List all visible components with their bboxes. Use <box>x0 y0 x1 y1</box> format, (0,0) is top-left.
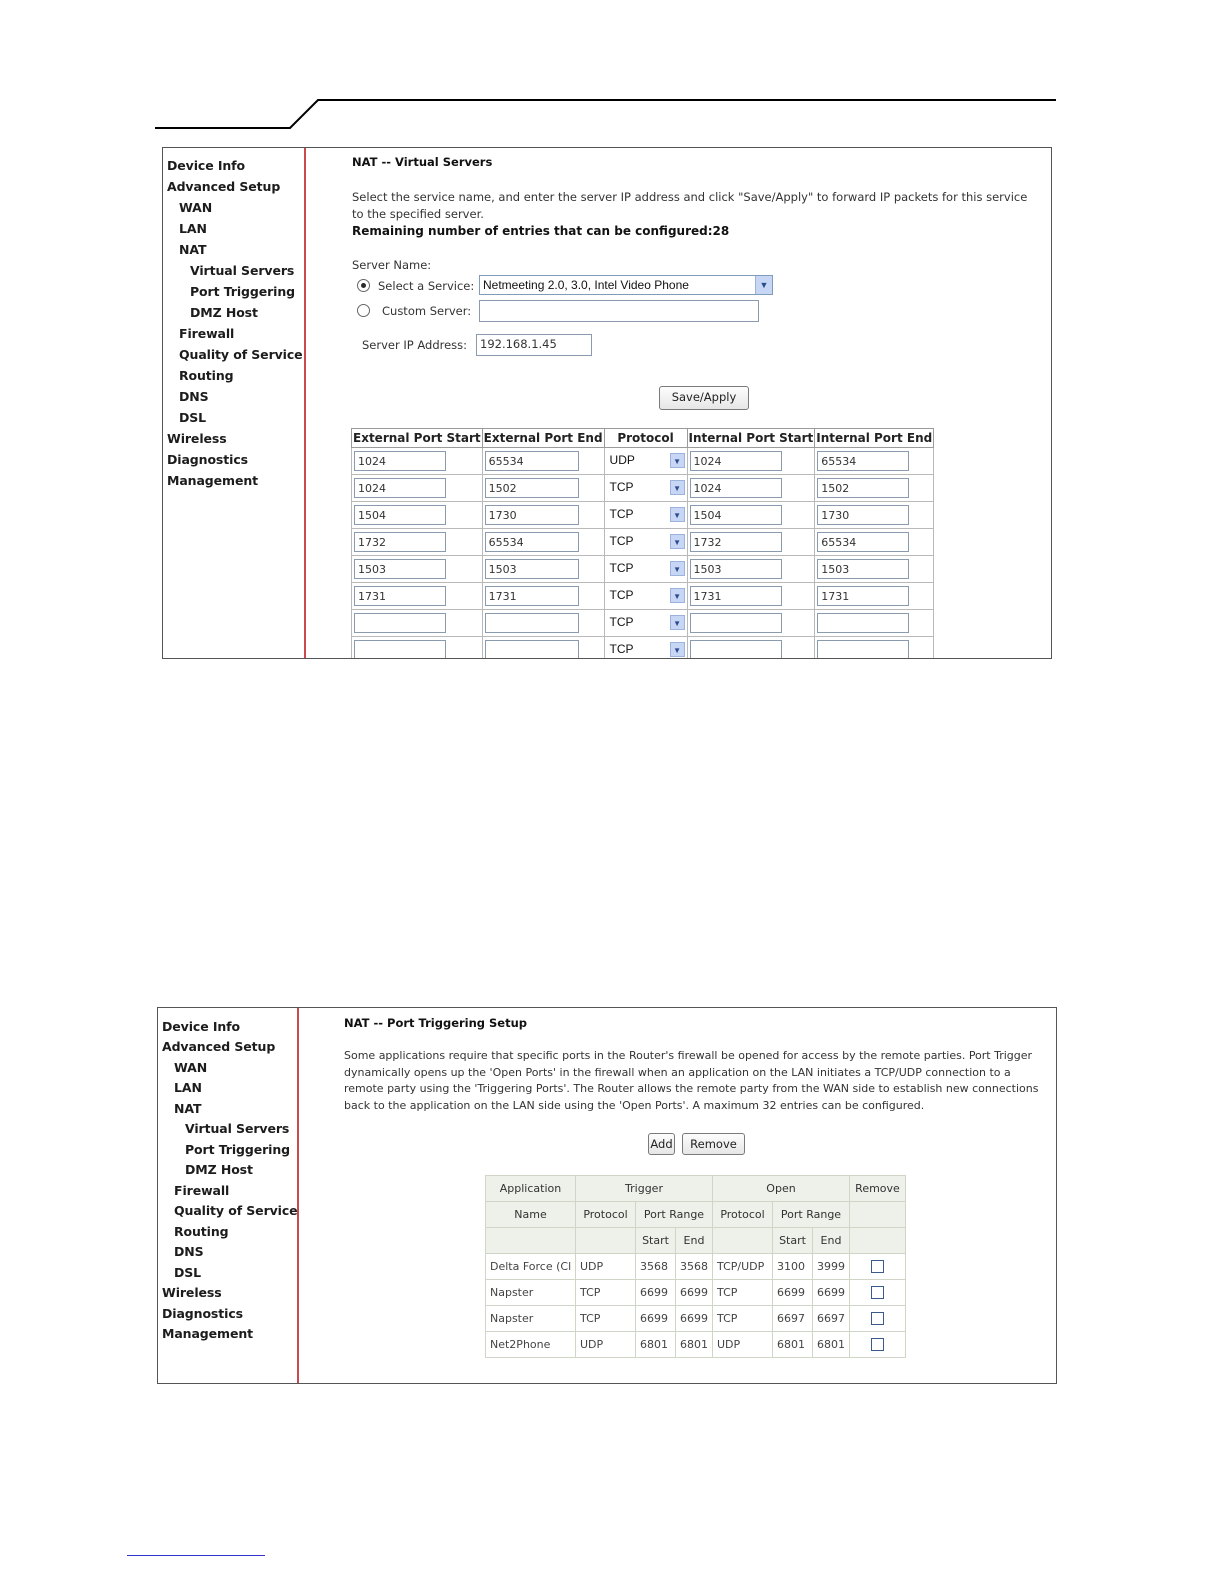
table-cell <box>687 610 815 637</box>
column-header <box>576 1228 636 1254</box>
int-start-input[interactable]: 1732 <box>690 532 782 552</box>
table-row <box>486 1280 906 1306</box>
chevron-down-icon: ▼ <box>670 534 685 549</box>
page-header-rule <box>0 0 1225 140</box>
protocol-select[interactable] <box>607 532 685 552</box>
table-cell <box>352 502 483 529</box>
column-header: External Port End <box>482 429 604 448</box>
table-cell-o-proto: UDP <box>713 1332 773 1358</box>
table-cell-name: Delta Force (Cl <box>486 1254 576 1280</box>
table-cell <box>815 475 934 502</box>
table-cell <box>604 583 687 610</box>
sidebar-item-firewall[interactable]: Firewall <box>174 1183 230 1198</box>
sidebar-item-management[interactable]: Management <box>167 473 259 488</box>
int-end-input[interactable] <box>817 613 909 633</box>
column-header: Protocol <box>713 1202 773 1228</box>
table-row <box>352 502 934 529</box>
int-start-input[interactable] <box>690 640 782 659</box>
server-ip-input[interactable]: 192.168.1.45 <box>476 334 592 356</box>
sidebar-item-dmz-host[interactable]: DMZ Host <box>190 305 258 320</box>
table-cell-name: Napster <box>486 1306 576 1332</box>
table-cell-t-start: 6801 <box>636 1332 676 1358</box>
sidebar-item-port-triggering[interactable]: Port Triggering <box>190 284 296 299</box>
remaining-entries-text: Remaining number of entries that can be configured:28 <box>352 224 730 238</box>
table-row <box>352 475 934 502</box>
remove-button[interactable]: Remove <box>682 1133 745 1155</box>
sidebar-item-quality-of-service[interactable]: Quality of Service <box>174 1203 298 1218</box>
int-start-input[interactable]: 1504 <box>690 505 782 525</box>
protocol-select-value: TCP <box>609 561 634 575</box>
table-row <box>486 1254 906 1280</box>
table-cell-remove <box>850 1254 906 1280</box>
virtual-servers-table <box>351 428 934 659</box>
table-cell-remove <box>850 1306 906 1332</box>
table-cell <box>604 637 687 660</box>
column-header: Name <box>486 1202 576 1228</box>
int-start-input[interactable]: 1503 <box>690 559 782 579</box>
ext-start-input[interactable] <box>354 640 446 659</box>
int-start-input[interactable]: 1731 <box>690 586 782 606</box>
column-header: Open <box>713 1176 850 1202</box>
custom-server-label: Custom Server: <box>382 304 472 318</box>
sidebar-item-advanced-setup[interactable]: Advanced Setup <box>162 1039 276 1054</box>
table-cell <box>815 529 934 556</box>
table-cell <box>352 583 483 610</box>
column-header: Start <box>636 1228 676 1254</box>
sidebar-nav <box>158 1008 299 1383</box>
custom-server-radio[interactable] <box>357 304 370 317</box>
int-start-input[interactable] <box>690 613 782 633</box>
sidebar-item-dns[interactable]: DNS <box>174 1244 204 1259</box>
ext-end-input[interactable]: 1502 <box>485 478 579 498</box>
table-cell <box>482 448 604 475</box>
table-row <box>352 556 934 583</box>
table-cell-t-start: 3568 <box>636 1254 676 1280</box>
column-header: Internal Port Start <box>687 429 815 448</box>
table-cell-t-proto: TCP <box>576 1306 636 1332</box>
ext-end-input[interactable]: 1731 <box>485 586 579 606</box>
int-end-input[interactable]: 65534 <box>817 532 909 552</box>
chevron-down-icon: ▼ <box>755 276 772 294</box>
sidebar-nav <box>163 148 306 658</box>
protocol-select-value: TCP <box>609 480 634 494</box>
server-ip-label: Server IP Address: <box>362 338 468 352</box>
ext-start-input[interactable]: 1503 <box>354 559 446 579</box>
remove-checkbox[interactable] <box>871 1260 884 1273</box>
protocol-select[interactable] <box>607 505 685 525</box>
table-cell <box>687 556 815 583</box>
ext-end-input[interactable]: 1730 <box>485 505 579 525</box>
sidebar-item-wan[interactable]: WAN <box>179 200 213 215</box>
custom-server-input[interactable] <box>479 300 759 322</box>
table-cell <box>815 502 934 529</box>
page-description: Some applications require that specific ports in the Router's firewall be opened for access by the remote parties. Port Trigger dynamically opens up the 'Open Ports' in the firewall when an application on the LAN initiates a TCP/UDP connection to a remote party using the 'Triggering Ports'. The Router allows the remote party from the WAN side to establish new connections back to the application on the LAN side using the 'Open Ports'. A maximum 32 entries can be configured. <box>344 1049 1039 1112</box>
sidebar-item-dsl[interactable]: DSL <box>174 1265 202 1280</box>
table-cell <box>604 529 687 556</box>
table-row <box>352 448 934 475</box>
column-header: Remove <box>850 1176 906 1202</box>
sidebar-item-routing[interactable]: Routing <box>174 1224 229 1239</box>
protocol-select-value: TCP <box>609 615 634 629</box>
sidebar-item-dmz-host[interactable]: DMZ Host <box>185 1162 253 1177</box>
table-cell <box>352 529 483 556</box>
table-row <box>486 1306 906 1332</box>
sidebar-item-device-info[interactable]: Device Info <box>162 1019 241 1034</box>
table-cell <box>604 610 687 637</box>
table-cell-t-end: 6699 <box>676 1280 713 1306</box>
port-triggering-table <box>485 1175 906 1358</box>
sidebar-item-management[interactable]: Management <box>162 1326 254 1341</box>
table-row <box>486 1332 906 1358</box>
protocol-select[interactable] <box>607 451 685 471</box>
table-cell-o-proto: TCP <box>713 1280 773 1306</box>
table-row <box>352 637 934 660</box>
table-header-row <box>352 429 934 448</box>
int-end-input[interactable]: 1731 <box>817 586 909 606</box>
sidebar-item-routing[interactable]: Routing <box>179 368 234 383</box>
sidebar-item-virtual-servers[interactable]: Virtual Servers <box>190 263 295 278</box>
table-row <box>352 529 934 556</box>
port-triggering-content <box>299 1008 1056 1383</box>
table-cell-o-end: 6801 <box>813 1332 850 1358</box>
table-cell <box>352 475 483 502</box>
int-end-input[interactable] <box>817 640 909 659</box>
sidebar-item-nat[interactable]: NAT <box>174 1101 202 1116</box>
table-cell <box>687 583 815 610</box>
table-cell-o-end: 3999 <box>813 1254 850 1280</box>
table-cell <box>482 610 604 637</box>
table-cell-t-proto: UDP <box>576 1254 636 1280</box>
ext-end-input[interactable] <box>485 640 579 659</box>
table-cell <box>352 637 483 660</box>
table-cell <box>815 583 934 610</box>
remove-checkbox[interactable] <box>871 1286 884 1299</box>
chevron-down-icon: ▼ <box>670 561 685 576</box>
table-cell <box>815 556 934 583</box>
sidebar-item-quality-of-service[interactable]: Quality of Service <box>179 347 303 362</box>
table-cell <box>482 556 604 583</box>
ext-start-input[interactable] <box>354 613 446 633</box>
protocol-select[interactable] <box>607 559 685 579</box>
remove-checkbox[interactable] <box>871 1312 884 1325</box>
sidebar-item-firewall[interactable]: Firewall <box>179 326 235 341</box>
table-row <box>352 610 934 637</box>
server-name-label: Server Name: <box>352 258 432 272</box>
table-cell <box>604 475 687 502</box>
table-cell <box>352 556 483 583</box>
table-cell-t-proto: UDP <box>576 1332 636 1358</box>
port-triggering-screenshot <box>157 1007 1057 1384</box>
sidebar-item-wireless[interactable]: Wireless <box>162 1285 222 1300</box>
sidebar-item-dsl[interactable]: DSL <box>179 410 207 425</box>
sidebar-item-wireless[interactable]: Wireless <box>167 431 227 446</box>
column-header: Application <box>486 1176 576 1202</box>
int-end-input[interactable]: 1730 <box>817 505 909 525</box>
int-start-input[interactable]: 1024 <box>690 478 782 498</box>
column-header: Protocol <box>604 429 687 448</box>
ext-end-input[interactable]: 1503 <box>485 559 579 579</box>
column-header: Port Range <box>636 1202 713 1228</box>
table-cell <box>687 475 815 502</box>
table-cell-t-end: 6699 <box>676 1306 713 1332</box>
protocol-select[interactable] <box>607 478 685 498</box>
table-cell <box>604 556 687 583</box>
column-header <box>713 1228 773 1254</box>
table-cell <box>815 448 934 475</box>
sidebar-item-wan[interactable]: WAN <box>174 1060 208 1075</box>
column-header <box>486 1228 576 1254</box>
column-header: End <box>813 1228 850 1254</box>
table-cell <box>687 502 815 529</box>
table-cell-t-start: 6699 <box>636 1280 676 1306</box>
add-button[interactable]: Add <box>648 1133 675 1155</box>
table-header-row <box>486 1176 906 1202</box>
sidebar-item-nat[interactable]: NAT <box>179 242 207 257</box>
column-header <box>850 1228 906 1254</box>
ext-end-input[interactable]: 65534 <box>485 451 579 471</box>
ext-start-input[interactable]: 1732 <box>354 532 446 552</box>
sidebar-item-advanced-setup[interactable]: Advanced Setup <box>167 179 281 194</box>
table-cell <box>687 637 815 660</box>
table-cell-name: Napster <box>486 1280 576 1306</box>
select-service-radio[interactable] <box>357 279 370 292</box>
save-apply-button[interactable]: Save/Apply <box>659 386 749 410</box>
sidebar-item-diagnostics[interactable]: Diagnostics <box>167 452 248 467</box>
table-cell <box>687 529 815 556</box>
table-cell-t-start: 6699 <box>636 1306 676 1332</box>
virtual-servers-content <box>306 148 1051 658</box>
table-cell-t-end: 3568 <box>676 1254 713 1280</box>
service-select[interactable] <box>479 275 773 295</box>
column-header: Start <box>773 1228 813 1254</box>
table-cell <box>482 529 604 556</box>
page-title: NAT -- Virtual Servers <box>352 155 493 169</box>
column-header: Port Range <box>773 1202 850 1228</box>
protocol-select-value: TCP <box>609 588 634 602</box>
table-cell-o-end: 6697 <box>813 1306 850 1332</box>
column-header: Internal Port End <box>815 429 934 448</box>
protocol-select[interactable] <box>607 640 685 659</box>
sidebar-item-diagnostics[interactable]: Diagnostics <box>162 1306 243 1321</box>
table-cell-remove <box>850 1280 906 1306</box>
chevron-down-icon: ▼ <box>670 615 685 630</box>
table-cell <box>815 637 934 660</box>
chevron-down-icon: ▼ <box>670 588 685 603</box>
select-service-label: Select a Service: <box>378 279 475 293</box>
ext-end-input[interactable] <box>485 613 579 633</box>
table-cell-t-proto: TCP <box>576 1280 636 1306</box>
table-cell-o-start: 6801 <box>773 1332 813 1358</box>
table-cell-o-proto: TCP/UDP <box>713 1254 773 1280</box>
protocol-select-value: TCP <box>609 507 634 521</box>
table-cell-o-start: 6697 <box>773 1306 813 1332</box>
table-cell-o-end: 6699 <box>813 1280 850 1306</box>
table-cell <box>352 448 483 475</box>
table-cell <box>482 475 604 502</box>
protocol-select-value: TCP <box>609 534 634 548</box>
int-start-input[interactable]: 1024 <box>690 451 782 471</box>
ext-start-input[interactable]: 1504 <box>354 505 446 525</box>
chevron-down-icon: ▼ <box>670 453 685 468</box>
table-cell <box>604 448 687 475</box>
table-cell <box>604 502 687 529</box>
column-header: Trigger <box>576 1176 713 1202</box>
remove-checkbox[interactable] <box>871 1338 884 1351</box>
ext-start-input[interactable]: 1024 <box>354 451 446 471</box>
sidebar-item-device-info[interactable]: Device Info <box>167 158 246 173</box>
sidebar-item-port-triggering[interactable]: Port Triggering <box>185 1142 291 1157</box>
int-end-input[interactable]: 1502 <box>817 478 909 498</box>
column-header: End <box>676 1228 713 1254</box>
table-cell <box>352 610 483 637</box>
sidebar-item-lan[interactable]: LAN <box>174 1080 202 1095</box>
ext-end-input[interactable]: 65534 <box>485 532 579 552</box>
protocol-select-value: UDP <box>609 453 635 467</box>
table-row <box>352 583 934 610</box>
virtual-servers-screenshot <box>162 147 1052 659</box>
table-header-row <box>486 1202 906 1228</box>
ext-start-input[interactable]: 1024 <box>354 478 446 498</box>
service-select-value: Netmeeting 2.0, 3.0, Intel Video Phone <box>483 278 689 292</box>
table-cell-remove <box>850 1332 906 1358</box>
table-cell <box>687 448 815 475</box>
table-cell-t-end: 6801 <box>676 1332 713 1358</box>
ext-start-input[interactable]: 1731 <box>354 586 446 606</box>
footer-rule <box>127 1555 265 1556</box>
table-cell-name: Net2Phone <box>486 1332 576 1358</box>
table-cell <box>815 610 934 637</box>
sidebar-item-lan[interactable]: LAN <box>179 221 207 236</box>
chevron-down-icon: ▼ <box>670 480 685 495</box>
chevron-down-icon: ▼ <box>670 642 685 657</box>
protocol-select[interactable] <box>607 613 685 633</box>
table-cell <box>482 583 604 610</box>
column-header: Protocol <box>576 1202 636 1228</box>
table-cell-o-proto: TCP <box>713 1306 773 1332</box>
page-description: Select the service name, and enter the server IP address and click "Save/Apply" to forward IP packets for this service to the specified server. <box>352 190 1028 221</box>
int-end-input[interactable]: 65534 <box>817 451 909 471</box>
protocol-select[interactable] <box>607 586 685 606</box>
column-header <box>850 1202 906 1228</box>
table-cell <box>482 502 604 529</box>
column-header: External Port Start <box>352 429 483 448</box>
table-cell-o-start: 6699 <box>773 1280 813 1306</box>
int-end-input[interactable]: 1503 <box>817 559 909 579</box>
table-cell <box>482 637 604 660</box>
table-header-row <box>486 1228 906 1254</box>
chevron-down-icon: ▼ <box>670 507 685 522</box>
page-title: NAT -- Port Triggering Setup <box>344 1016 528 1030</box>
sidebar-item-virtual-servers[interactable]: Virtual Servers <box>185 1121 290 1136</box>
sidebar-item-dns[interactable]: DNS <box>179 389 209 404</box>
protocol-select-value: TCP <box>609 642 634 656</box>
table-cell-o-start: 3100 <box>773 1254 813 1280</box>
